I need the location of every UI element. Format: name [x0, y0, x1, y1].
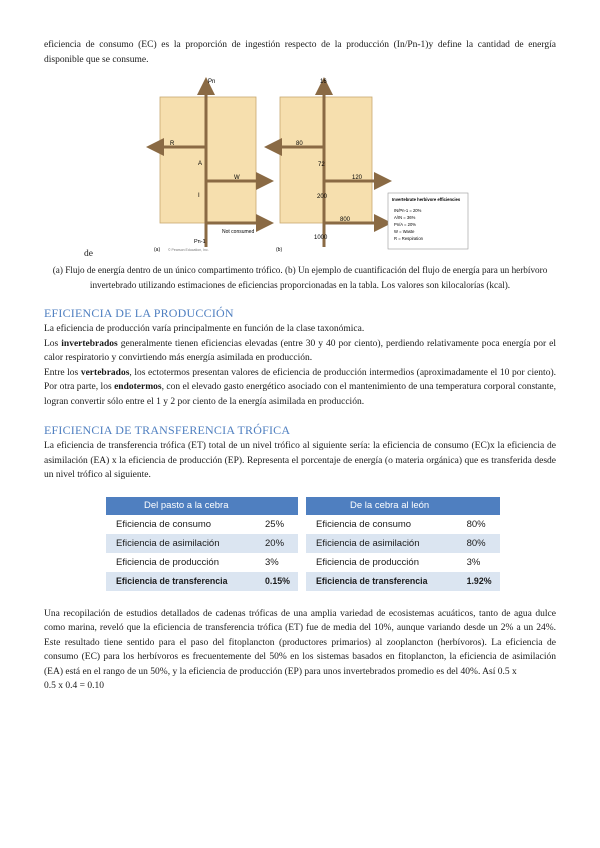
production-paragraph-1: La eficiencia de producción varía principalmente en función de la clase taxonómica. — [44, 324, 365, 334]
row-value: 3% — [259, 553, 298, 572]
table-header: Del pasto a la cebra — [106, 497, 298, 515]
row-label: Eficiencia de asimilación — [306, 534, 461, 553]
table-row — [106, 515, 298, 534]
total-value: 1.92% — [461, 572, 500, 591]
figure-caption: (a) Flujo de energía dentro de un único compartimento trófico. (b) Un ejemplo de cuantificación del flujo de energía para un herbívoro invertebrado utilizando estimaciones de eficiencias proporcionadas en la tabla. Los valores son kilocalorías (kcal). — [52, 265, 548, 290]
total-label: Eficiencia de transferencia — [306, 572, 461, 591]
value-200: 200 — [317, 194, 328, 200]
legend-line-2: A/IN = 36% — [394, 215, 416, 220]
energy-flow-diagram — [44, 73, 556, 253]
label-pn: Pn — [208, 79, 216, 85]
bold-term-endotermos: endotermos — [114, 382, 162, 392]
label-a: A — [198, 161, 203, 167]
label-i: I — [198, 193, 200, 199]
total-label: Eficiencia de transferencia — [106, 572, 259, 591]
section-title-transfer: EFICIENCIA DE TRANSFERENCIA TRÓFICA — [44, 423, 291, 437]
value-800: 800 — [340, 217, 351, 223]
row-label: Eficiencia de consumo — [306, 515, 461, 534]
de-label: de — [84, 249, 93, 259]
row-value: 25% — [259, 515, 298, 534]
document-page — [44, 38, 556, 694]
table-row-total — [106, 572, 298, 591]
compartment-a — [160, 97, 256, 223]
legend-title: Invertebrate herbivore efficiencies — [392, 197, 461, 202]
transfer-paragraph: La eficiencia de transferencia trófica (ET) total de un nivel trófico al siguiente sería: la eficiencia de consumo (EC)x la eficiencia de asimilación (EA) x la eficiencia de producción (EP). Representa el porcentaje de energía (o materia orgánica) que es transferida desde un nivel trófico al siguiente. — [44, 441, 556, 480]
table-row — [106, 553, 298, 572]
bold-term-invertebrados: invertebrados — [61, 338, 118, 349]
row-value: 80% — [461, 534, 500, 553]
bold-term-vertebrados: vertebrados — [80, 367, 130, 378]
value-72: 72 — [318, 162, 325, 168]
compartment-b — [280, 97, 372, 223]
row-value: 3% — [461, 553, 500, 572]
legend-line-1: IN/Pn-1 = 20% — [394, 208, 422, 213]
label-panel-a: (a) — [154, 247, 161, 253]
table-zebra-to-lion — [306, 497, 500, 591]
intro-paragraph: eficiencia de consumo (EC) es la proporción de ingestión respecto de la producción (In/Pn-1)y define la cantidad de energía disponible que se consume. — [44, 40, 556, 65]
label-w: W — [234, 175, 240, 181]
label-r: R — [170, 141, 175, 147]
row-label: Eficiencia de producción — [106, 553, 259, 572]
row-label: Eficiencia de producción — [306, 553, 461, 572]
value-120: 120 — [352, 175, 363, 181]
text-run: Entre los — [44, 367, 81, 378]
closing-formula: 0.5 x 0.4 = 0.10 — [44, 681, 104, 691]
label-not-consumed: Not consumed — [222, 229, 255, 235]
row-label: Eficiencia de asimilación — [106, 534, 259, 553]
row-value: 80% — [461, 515, 500, 534]
legend-line-4: W = Waste — [394, 229, 415, 234]
value-1000: 1000 — [314, 235, 328, 241]
label-panel-b: (b) — [276, 247, 283, 253]
closing-paragraph: Una recopilación de estudios detallados de cadenas tróficas de una amplia variedad de ecosistemas acuáticos, tanto de agua dulce como marina, reveló que la eficiencia de transferencia trófica (ET) fue de media del 10%, aunque variando desde un 2% a un 24%. Este resultado tiene sentido para el paso del fitoplancton (productores primarios) al zooplancton (herbívoros). La eficiencia de consumo (EC) para los herbívoros es frecuentemente del 50% en los sistemas basados en fitoplancton, la eficiencia de asimilación (EA) está en el rango de un 50%, y la eficiencia de producción (EP) para unos invertebrados promedio es del 40%. Así 0.5 x — [44, 608, 556, 677]
table-header: De la cebra al león — [306, 497, 500, 515]
row-value: 20% — [259, 534, 298, 553]
value-80: 80 — [296, 141, 303, 147]
legend-line-5: R = Respiration — [394, 236, 423, 241]
table-row — [106, 534, 298, 553]
text-run: , los ectotermos presentan valores de eficiencia de producción intermedios (aproximadamente el 10 por ciento). Por otra parte, los — [44, 367, 556, 392]
production-paragraph-2 — [44, 337, 556, 366]
text-run: generalmente tienen eficiencias elevadas (entre 30 y 40 por ciento), perdiendo relativamente poca energía por el calor respiratorio y convirtiendo más energía asimilada en producción. — [44, 338, 557, 363]
table-row — [306, 515, 500, 534]
table-grass-to-zebra — [106, 497, 298, 591]
credit-text: © Pearson Education, Inc. — [168, 248, 209, 252]
table-row — [306, 534, 500, 553]
total-value: 0.15% — [259, 572, 298, 591]
legend-line-3: Pn/A = 20% — [394, 222, 417, 227]
label-pn-1: Pn-1 — [194, 239, 206, 245]
energy-flow-figure — [44, 73, 556, 259]
text-run: , con el elevado gasto energético asociado con el mantenimiento de una temperatura corporal constante, logran convertir sólo entre el 1 y 2 por ciento de la energía asimilada en producción. — [44, 382, 556, 407]
text-run: Los — [44, 338, 62, 349]
table-row-total — [306, 572, 500, 591]
table-row — [306, 553, 500, 572]
section-title-production: EFICIENCIA DE LA PRODUCCIÓN — [44, 306, 234, 320]
efficiency-tables — [44, 497, 556, 597]
value-16: 16 — [320, 79, 327, 85]
row-label: Eficiencia de consumo — [106, 515, 259, 534]
production-paragraph-3 — [44, 366, 556, 410]
